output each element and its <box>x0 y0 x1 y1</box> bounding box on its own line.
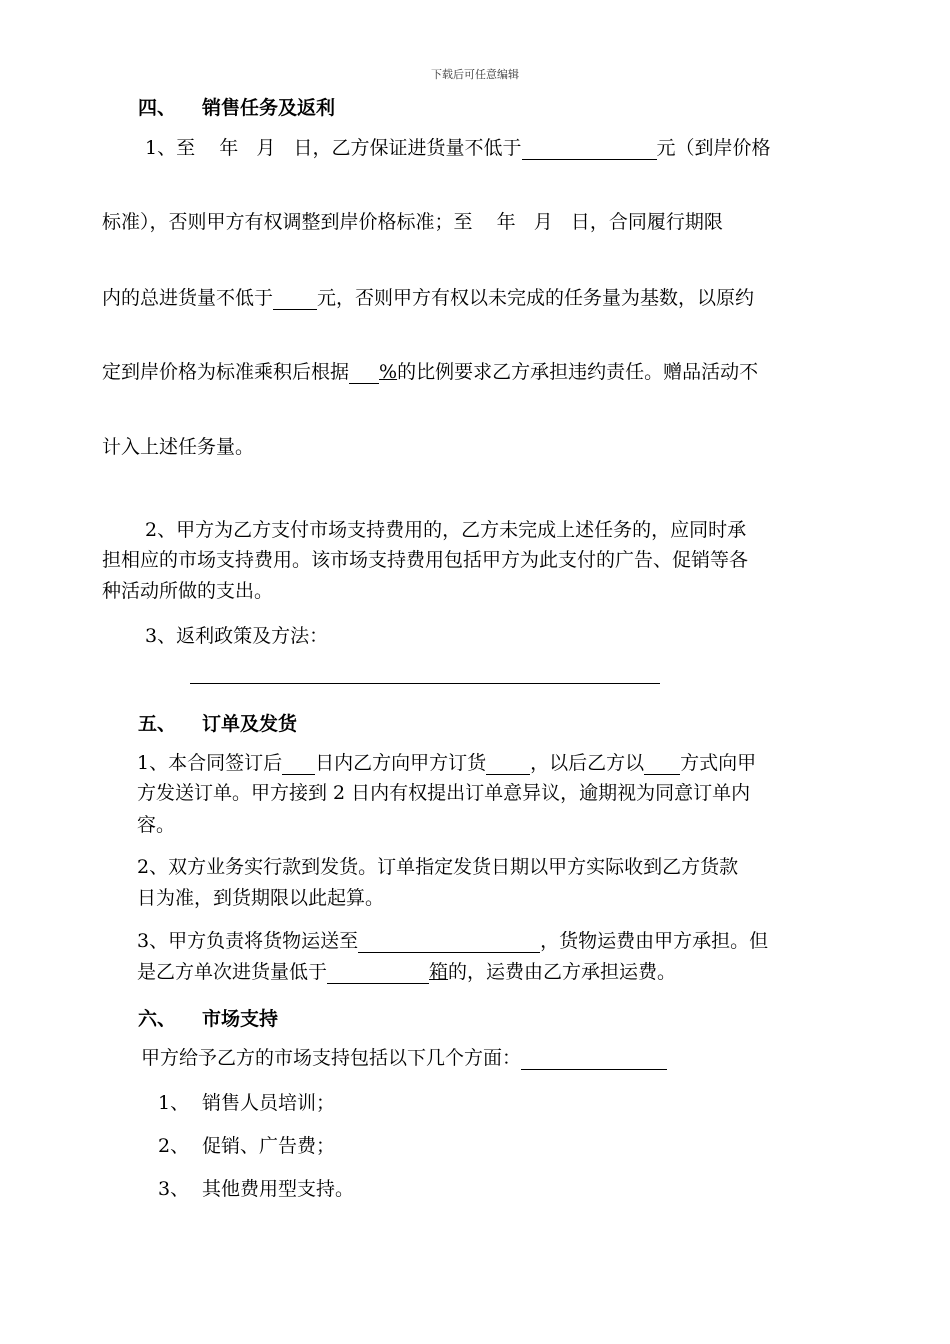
sec4-p1-line1 <box>145 136 771 160</box>
text: 日内乙方向甲方订货 <box>315 752 487 774</box>
sec5-p1-line1 <box>137 751 756 775</box>
sec5-p1-line2 <box>137 781 750 805</box>
text: 标准），否则甲方有权调整到岸价格标准；至 年 月 日，合同履行期限 <box>102 211 723 233</box>
text: 的，运费由乙方承担运费。 <box>448 961 677 983</box>
text: 的比例要求乙方承担违约责任。赠品活动不 <box>397 361 759 383</box>
text: 担相应的市场支持费用。该市场支持费用包括甲方为此支付的广告、促销等各 <box>102 549 749 571</box>
text: 3、甲方负责将货物运送至 <box>137 930 359 952</box>
percent-sign: % <box>379 361 398 383</box>
page-header-note: 下载后可任意编辑 <box>431 68 519 81</box>
blank-field <box>358 932 540 953</box>
text: 元（到岸价格 <box>656 137 771 159</box>
blank-field <box>644 754 680 775</box>
section-5-heading <box>138 709 297 736</box>
blank-field <box>273 289 317 310</box>
sec4-p2-line3 <box>102 579 273 603</box>
sec5-p1-line3 <box>137 813 175 837</box>
sec5-p2-line1 <box>137 855 738 879</box>
section-6-number: 六、 <box>138 1008 177 1030</box>
blank-field <box>327 963 429 984</box>
section-4-heading <box>138 93 335 120</box>
text: 3、返利政策及方法： <box>145 625 329 647</box>
sec6-item-3 <box>158 1177 354 1201</box>
blank-field <box>522 139 657 160</box>
item-number: 1、 <box>158 1092 190 1114</box>
text: 元，否则甲方有权以未完成的任务量为基数，以原约 <box>317 287 755 309</box>
sec6-item-1 <box>158 1091 335 1115</box>
sec4-p2-line1 <box>145 518 746 542</box>
text: 1、至 年 月 日，乙方保证进货量不低于 <box>145 137 522 159</box>
blank-field <box>521 1049 667 1070</box>
sec4-p1-line3 <box>102 286 754 310</box>
text: 方发送订单。甲方接到 2 日内有权提出订单意异议，逾期视为同意订单内 <box>137 782 751 804</box>
sec4-p1-line5 <box>102 435 254 459</box>
section-6-title: 市场支持 <box>202 1008 279 1030</box>
sec6-item-2 <box>158 1134 335 1158</box>
item-text: 其他费用型支持。 <box>202 1178 355 1200</box>
blank-field <box>486 754 530 775</box>
item-text: 促销、广告费； <box>202 1135 336 1157</box>
sec4-p3 <box>145 624 328 648</box>
sec4-p1-line4 <box>102 360 758 384</box>
sec5-p3-line1 <box>137 929 768 953</box>
text: 种活动所做的支出。 <box>102 580 274 602</box>
item-number: 3、 <box>158 1178 190 1200</box>
text: 定到岸价格为标准乘积后根据 <box>102 361 350 383</box>
blank-rule <box>190 683 660 684</box>
section-5-title: 订单及发货 <box>202 713 298 735</box>
item-number: 2、 <box>158 1135 190 1157</box>
text: 计入上述任务量。 <box>102 436 255 458</box>
section-6-heading <box>138 1004 278 1031</box>
section-5-number: 五、 <box>138 713 177 735</box>
text: 日为准，到货期限以此起算。 <box>137 887 385 909</box>
sec5-p2-line2 <box>137 886 384 910</box>
text: 方式向甲 <box>680 752 757 774</box>
text: 2、双方业务实行款到发货。订单指定发货日期以甲方实际收到乙方货款 <box>137 856 739 878</box>
section-4-title: 销售任务及返利 <box>202 97 336 119</box>
item-text: 销售人员培训； <box>202 1092 336 1114</box>
text: 容。 <box>137 814 176 836</box>
text: ，以后乙方以 <box>530 752 645 774</box>
text: 甲方给予乙方的市场支持包括以下几个方面： <box>141 1047 522 1069</box>
text: 1、本合同签订后 <box>137 752 283 774</box>
sec4-p2-line2 <box>102 548 748 572</box>
text: ，货物运费由甲方承担。但 <box>540 930 769 952</box>
text: 是乙方单次进货量低于 <box>137 961 328 983</box>
sec6-intro <box>141 1046 667 1070</box>
sec4-p1-line2 <box>102 210 723 234</box>
blank-field <box>282 754 315 775</box>
text: 2、甲方为乙方支付市场支持费用的，乙方未完成上述任务的，应同时承 <box>145 519 747 541</box>
section-4-number: 四、 <box>138 97 177 119</box>
sec5-p3-line2 <box>137 960 676 984</box>
unit-box: 箱 <box>429 961 449 983</box>
text: 内的总进货量不低于 <box>102 287 274 309</box>
blank-field <box>349 363 379 384</box>
